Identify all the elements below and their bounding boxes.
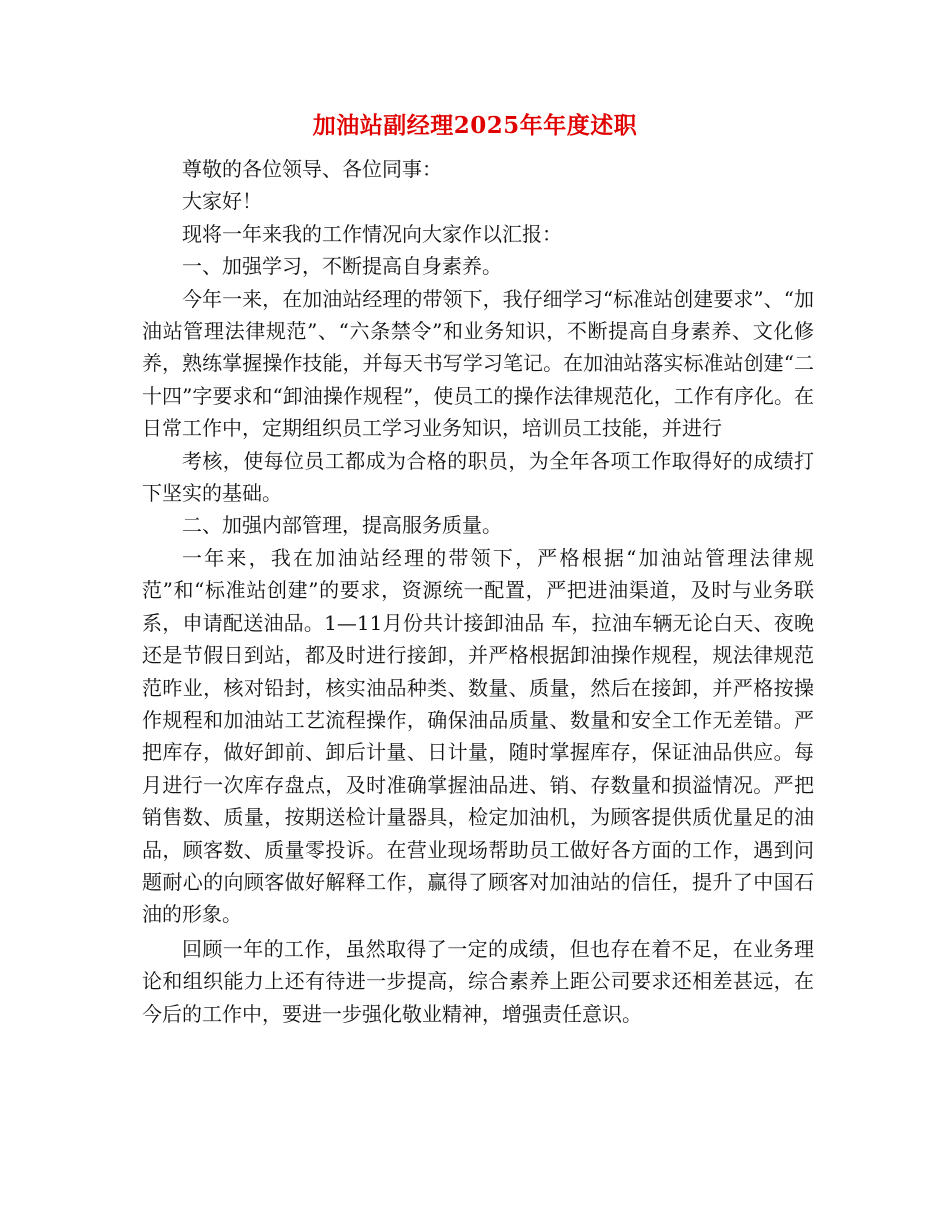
body-paragraph: 一年来，我在加油站经理的带领下，严格根据“加油站管理法律规范”和“标准站创建”的要求，资源统一配置，严把进油渠道，及时与业务联系，申请配送油品。1—11月份共计接卸油品 车，拉油车辆无论白天、夜晚还是节假日到站，都及时进行接卸，并严格根据卸油操作规程，规法律规范范昨业，核对铅封，核实油品种类、数量、质量，然后在接卸，并严格按操作规程和加油站工艺流程操作，确保油品质量、数量和安全工作无差错。严把库存，做好卸前、卸后计量、日计量，随时掌握库存，保证油品供应。每月进行一次库存盘点，及时准确掌握油品进、销、存数量和损溢情况。严把销售数、质量，按期送检计量器具，检定加油机，为顾客提供质优量足的油品，顾客数、质量零投诉。在营业现场帮助员工做好各方面的工作，遇到问题耐心的向顾客做好解释工作，赢得了顾客对加油站的信任，提升了中国石油的形象。 (142, 545, 814, 927)
document-title: 加油站副经理2025年年度述职 (312, 112, 638, 139)
body-paragraph: 今年一来，在加油站经理的带领下，我仔细学习“标准站创建要求”、“加油站管理法律规范”、“六条禁令”和业务知识，不断提高自身素养、文化修养，熟练掌握操作技能，并每天书写学习笔记。在加油站落实标准站创建“二十四”字要求和“卸油操作规程”，使员工的操作法律规范化，工作有序化。在日常工作中，定期组织员工学习业务知识，培训员工技能，并进行 (142, 286, 814, 441)
section-heading-2: 二、加强内部管理，提高服务质量。 (182, 513, 502, 538)
salutation: 尊敬的各位领导、各位同事： (182, 157, 442, 181)
greeting: 大家好！ (182, 189, 262, 214)
conclusion-paragraph: 回顾一年的工作，虽然取得了一定的成绩，但也存在着不足，在业务理论和组织能力上还有待进一步提高，综合素养上距公司要求还相差甚远，在今后的工作中，要进一步强化敬业精神，增强责任意识。 (142, 936, 814, 1026)
intro-paragraph: 现将一年来我的工作情况向大家作以汇报： (182, 221, 562, 246)
body-paragraph: 考核，使每位员工都成为合格的职员，为全年各项工作取得好的成绩打下坚实的基础。 (142, 448, 814, 506)
document-body (142, 153, 814, 1030)
section-heading-1: 一、加强学习，不断提高自身素养。 (182, 254, 502, 279)
